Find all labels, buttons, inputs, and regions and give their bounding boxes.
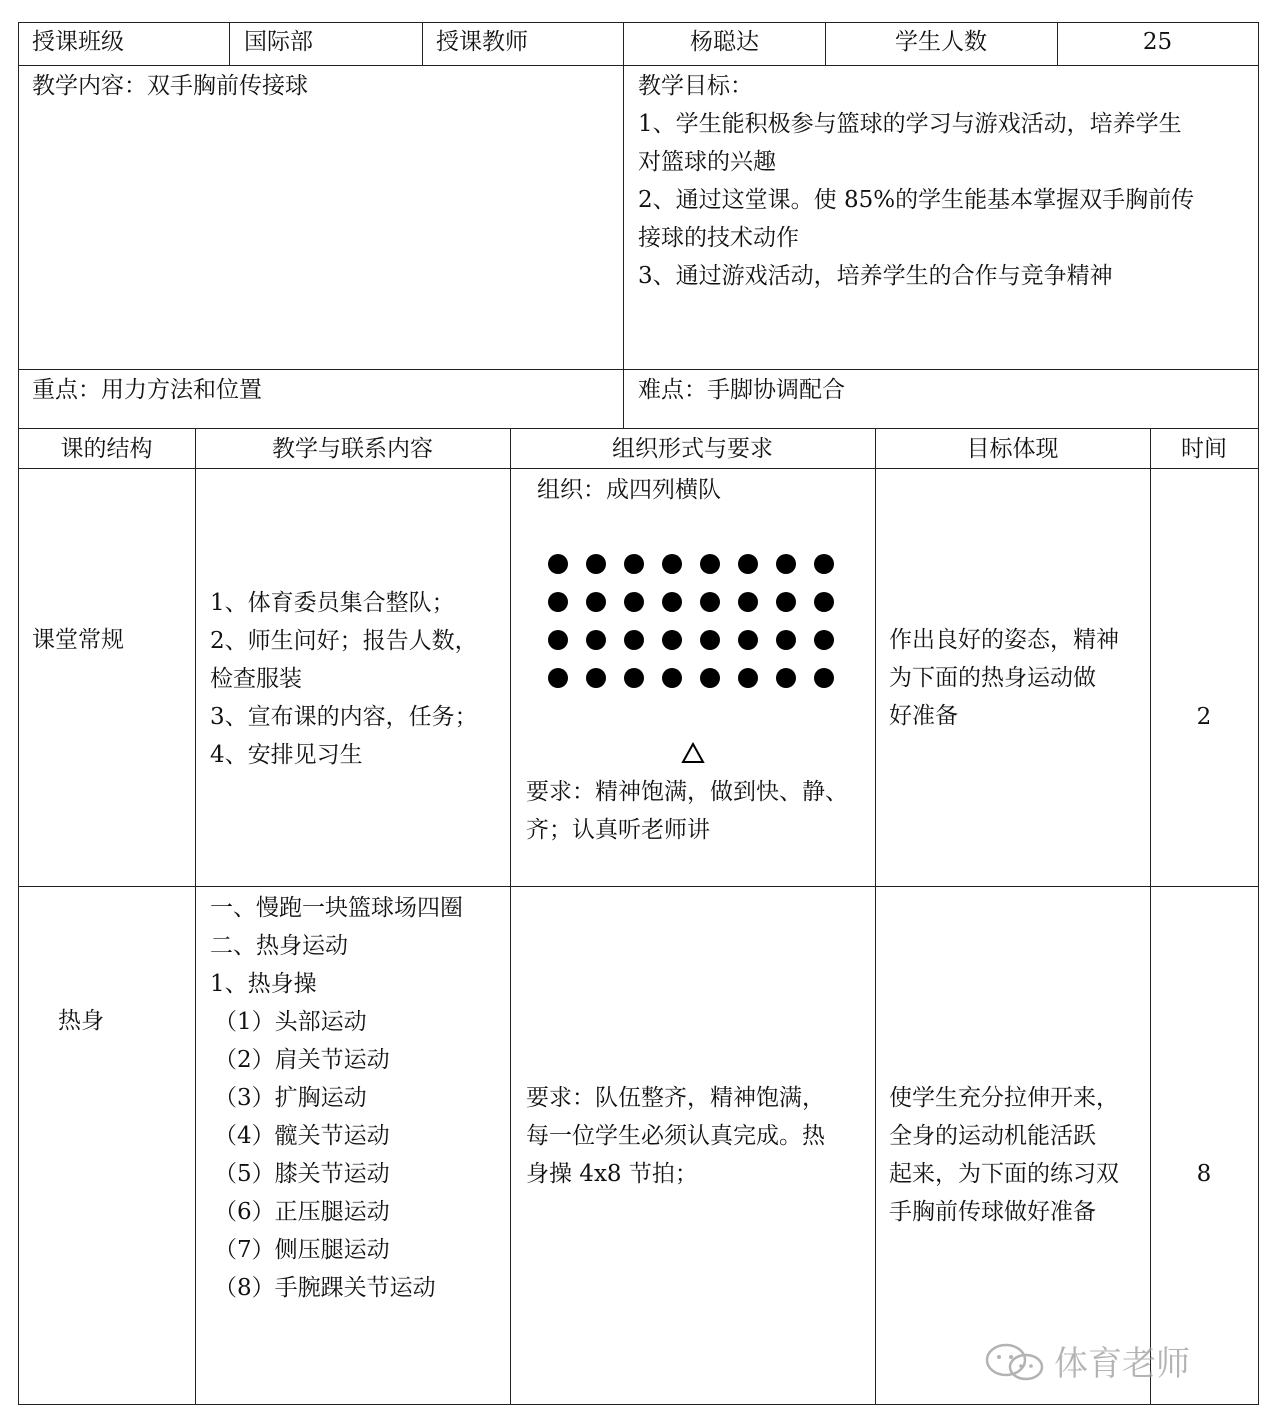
rule xyxy=(422,22,423,65)
row2-goal-line: 使学生充分拉伸开来， xyxy=(889,1085,1119,1111)
rule xyxy=(18,22,19,1405)
column-header-structure: 课的结构 xyxy=(60,436,153,462)
row2-content-line: （8）手腕踝关节运动 xyxy=(214,1275,436,1301)
formation-diagram xyxy=(510,540,875,720)
student-dot xyxy=(662,592,682,612)
objective-line: 3、通过游戏活动，培养学生的合作与竞争精神 xyxy=(638,263,1113,289)
row1-goal-line: 为下面的热身运动做 xyxy=(889,665,1096,691)
student-dot xyxy=(700,592,720,612)
watermark-text: 体育老师 xyxy=(1054,1344,1190,1384)
rule xyxy=(229,22,230,65)
row2-content-line: 一、慢跑一块篮球场四圈 xyxy=(210,895,463,921)
student-dot xyxy=(586,554,606,574)
student-dot xyxy=(624,554,644,574)
rule xyxy=(18,1404,1259,1405)
rule xyxy=(18,369,1259,370)
row2-content-line: （1）头部运动 xyxy=(214,1009,367,1035)
student-dot xyxy=(700,554,720,574)
row1-content-line: 3、宣布课的内容，任务； xyxy=(210,704,478,730)
row2-goal-line: 起来，为下面的练习双 xyxy=(889,1161,1119,1187)
row1-content-line: 检查服装 xyxy=(210,666,302,692)
student-dot xyxy=(624,592,644,612)
student-dot xyxy=(814,668,834,688)
teacher-label: 授课教师 xyxy=(436,29,528,55)
row2-content-line: 二、热身运动 xyxy=(210,933,348,959)
student-dot xyxy=(738,668,758,688)
column-header-content: 教学与联系内容 xyxy=(272,436,433,462)
rule xyxy=(1150,428,1151,1404)
row2-content-line: （5）膝关节运动 xyxy=(214,1161,390,1187)
student-dot xyxy=(738,592,758,612)
row1-content-line: 4、安排见习生 xyxy=(210,742,363,768)
row2-org-req-line: 每一位学生必须认真完成。热 xyxy=(526,1123,825,1149)
rule xyxy=(18,886,1259,887)
row1-org-req-line: 要求：精神饱满，做到快、静、 xyxy=(526,779,848,805)
row2-goal-line: 全身的运动机能活跃 xyxy=(889,1123,1096,1149)
column-header-goal: 目标体现 xyxy=(966,436,1059,462)
row1-org-title: 组织：成四列横队 xyxy=(537,477,721,503)
student-dot xyxy=(662,554,682,574)
row2-content-line: （7）侧压腿运动 xyxy=(214,1237,390,1263)
rule xyxy=(18,468,1259,469)
student-dot xyxy=(814,592,834,612)
student-dot xyxy=(700,668,720,688)
column-header-organization: 组织形式与要求 xyxy=(612,436,773,462)
row2-content-line: （3）扩胸运动 xyxy=(214,1085,367,1111)
rule xyxy=(195,428,196,1404)
class-label: 授课班级 xyxy=(32,29,124,55)
objectives-title: 教学目标： xyxy=(638,73,753,99)
student-dot xyxy=(738,630,758,650)
row2-org-req-line: 要求：队伍整齐，精神饱满， xyxy=(526,1085,825,1111)
rule xyxy=(18,65,1259,66)
triangle-icon xyxy=(681,742,705,764)
student-dot xyxy=(586,630,606,650)
row2-content-line: （2）肩关节运动 xyxy=(214,1047,390,1073)
rule xyxy=(1258,22,1259,1405)
row1-goal-line: 好准备 xyxy=(889,703,958,729)
student-dot xyxy=(586,668,606,688)
student-dot xyxy=(814,554,834,574)
student-dot xyxy=(662,668,682,688)
student-dot xyxy=(548,554,568,574)
row1-org-req-line: 齐；认真听老师讲 xyxy=(526,817,710,843)
objective-line: 1、学生能积极参与篮球的学习与游戏活动，培养学生 xyxy=(638,111,1182,137)
rule xyxy=(875,428,876,1404)
objective-line: 2、通过这堂课。使 85%的学生能基本掌握双手胸前传 xyxy=(638,187,1195,213)
difficulty: 难点：手脚协调配合 xyxy=(638,377,845,403)
rule xyxy=(18,428,1259,429)
row1-structure: 课堂常规 xyxy=(32,627,124,653)
student-dot xyxy=(700,630,720,650)
row1-content-line: 1、体育委员集合整队； xyxy=(210,590,455,616)
row2-content-line: 1、热身操 xyxy=(210,971,317,997)
students-value: 25 xyxy=(1142,29,1173,55)
student-dot xyxy=(776,630,796,650)
student-dot xyxy=(662,630,682,650)
student-dot xyxy=(814,630,834,650)
row1-content-line: 2、师生问好；报告人数， xyxy=(210,628,478,654)
student-dot xyxy=(738,554,758,574)
objective-line: 对篮球的兴趣 xyxy=(638,149,776,175)
student-dot xyxy=(586,592,606,612)
row2-goal-line: 手胸前传球做好准备 xyxy=(889,1199,1096,1225)
student-dot xyxy=(548,630,568,650)
watermark xyxy=(984,1334,1234,1384)
student-dot xyxy=(624,630,644,650)
student-dot xyxy=(548,592,568,612)
student-dot xyxy=(548,668,568,688)
student-dot xyxy=(776,554,796,574)
teacher-value: 杨聪达 xyxy=(690,29,759,55)
row2-org-req-line: 身操 4x8 节拍； xyxy=(526,1161,698,1187)
student-dot xyxy=(776,668,796,688)
students-label: 学生人数 xyxy=(895,29,987,55)
teaching-content: 教学内容：双手胸前传接球 xyxy=(32,73,308,99)
row2-content-line: （4）髋关节运动 xyxy=(214,1123,390,1149)
class-value: 国际部 xyxy=(244,29,313,55)
student-dot xyxy=(624,668,644,688)
wechat-icon xyxy=(984,1342,1046,1382)
student-dot xyxy=(776,592,796,612)
objective-line: 接球的技术动作 xyxy=(638,225,799,251)
rule xyxy=(623,22,624,428)
row2-content-line: （6）正压腿运动 xyxy=(214,1199,390,1225)
row2-structure: 热身 xyxy=(58,1008,104,1034)
row1-goal-line: 作出良好的姿态，精神 xyxy=(889,627,1119,653)
row2-time: 8 xyxy=(1196,1161,1212,1187)
row1-time: 2 xyxy=(1196,704,1212,730)
key-point: 重点：用力方法和位置 xyxy=(32,377,262,403)
column-header-time: 时间 xyxy=(1181,436,1227,462)
